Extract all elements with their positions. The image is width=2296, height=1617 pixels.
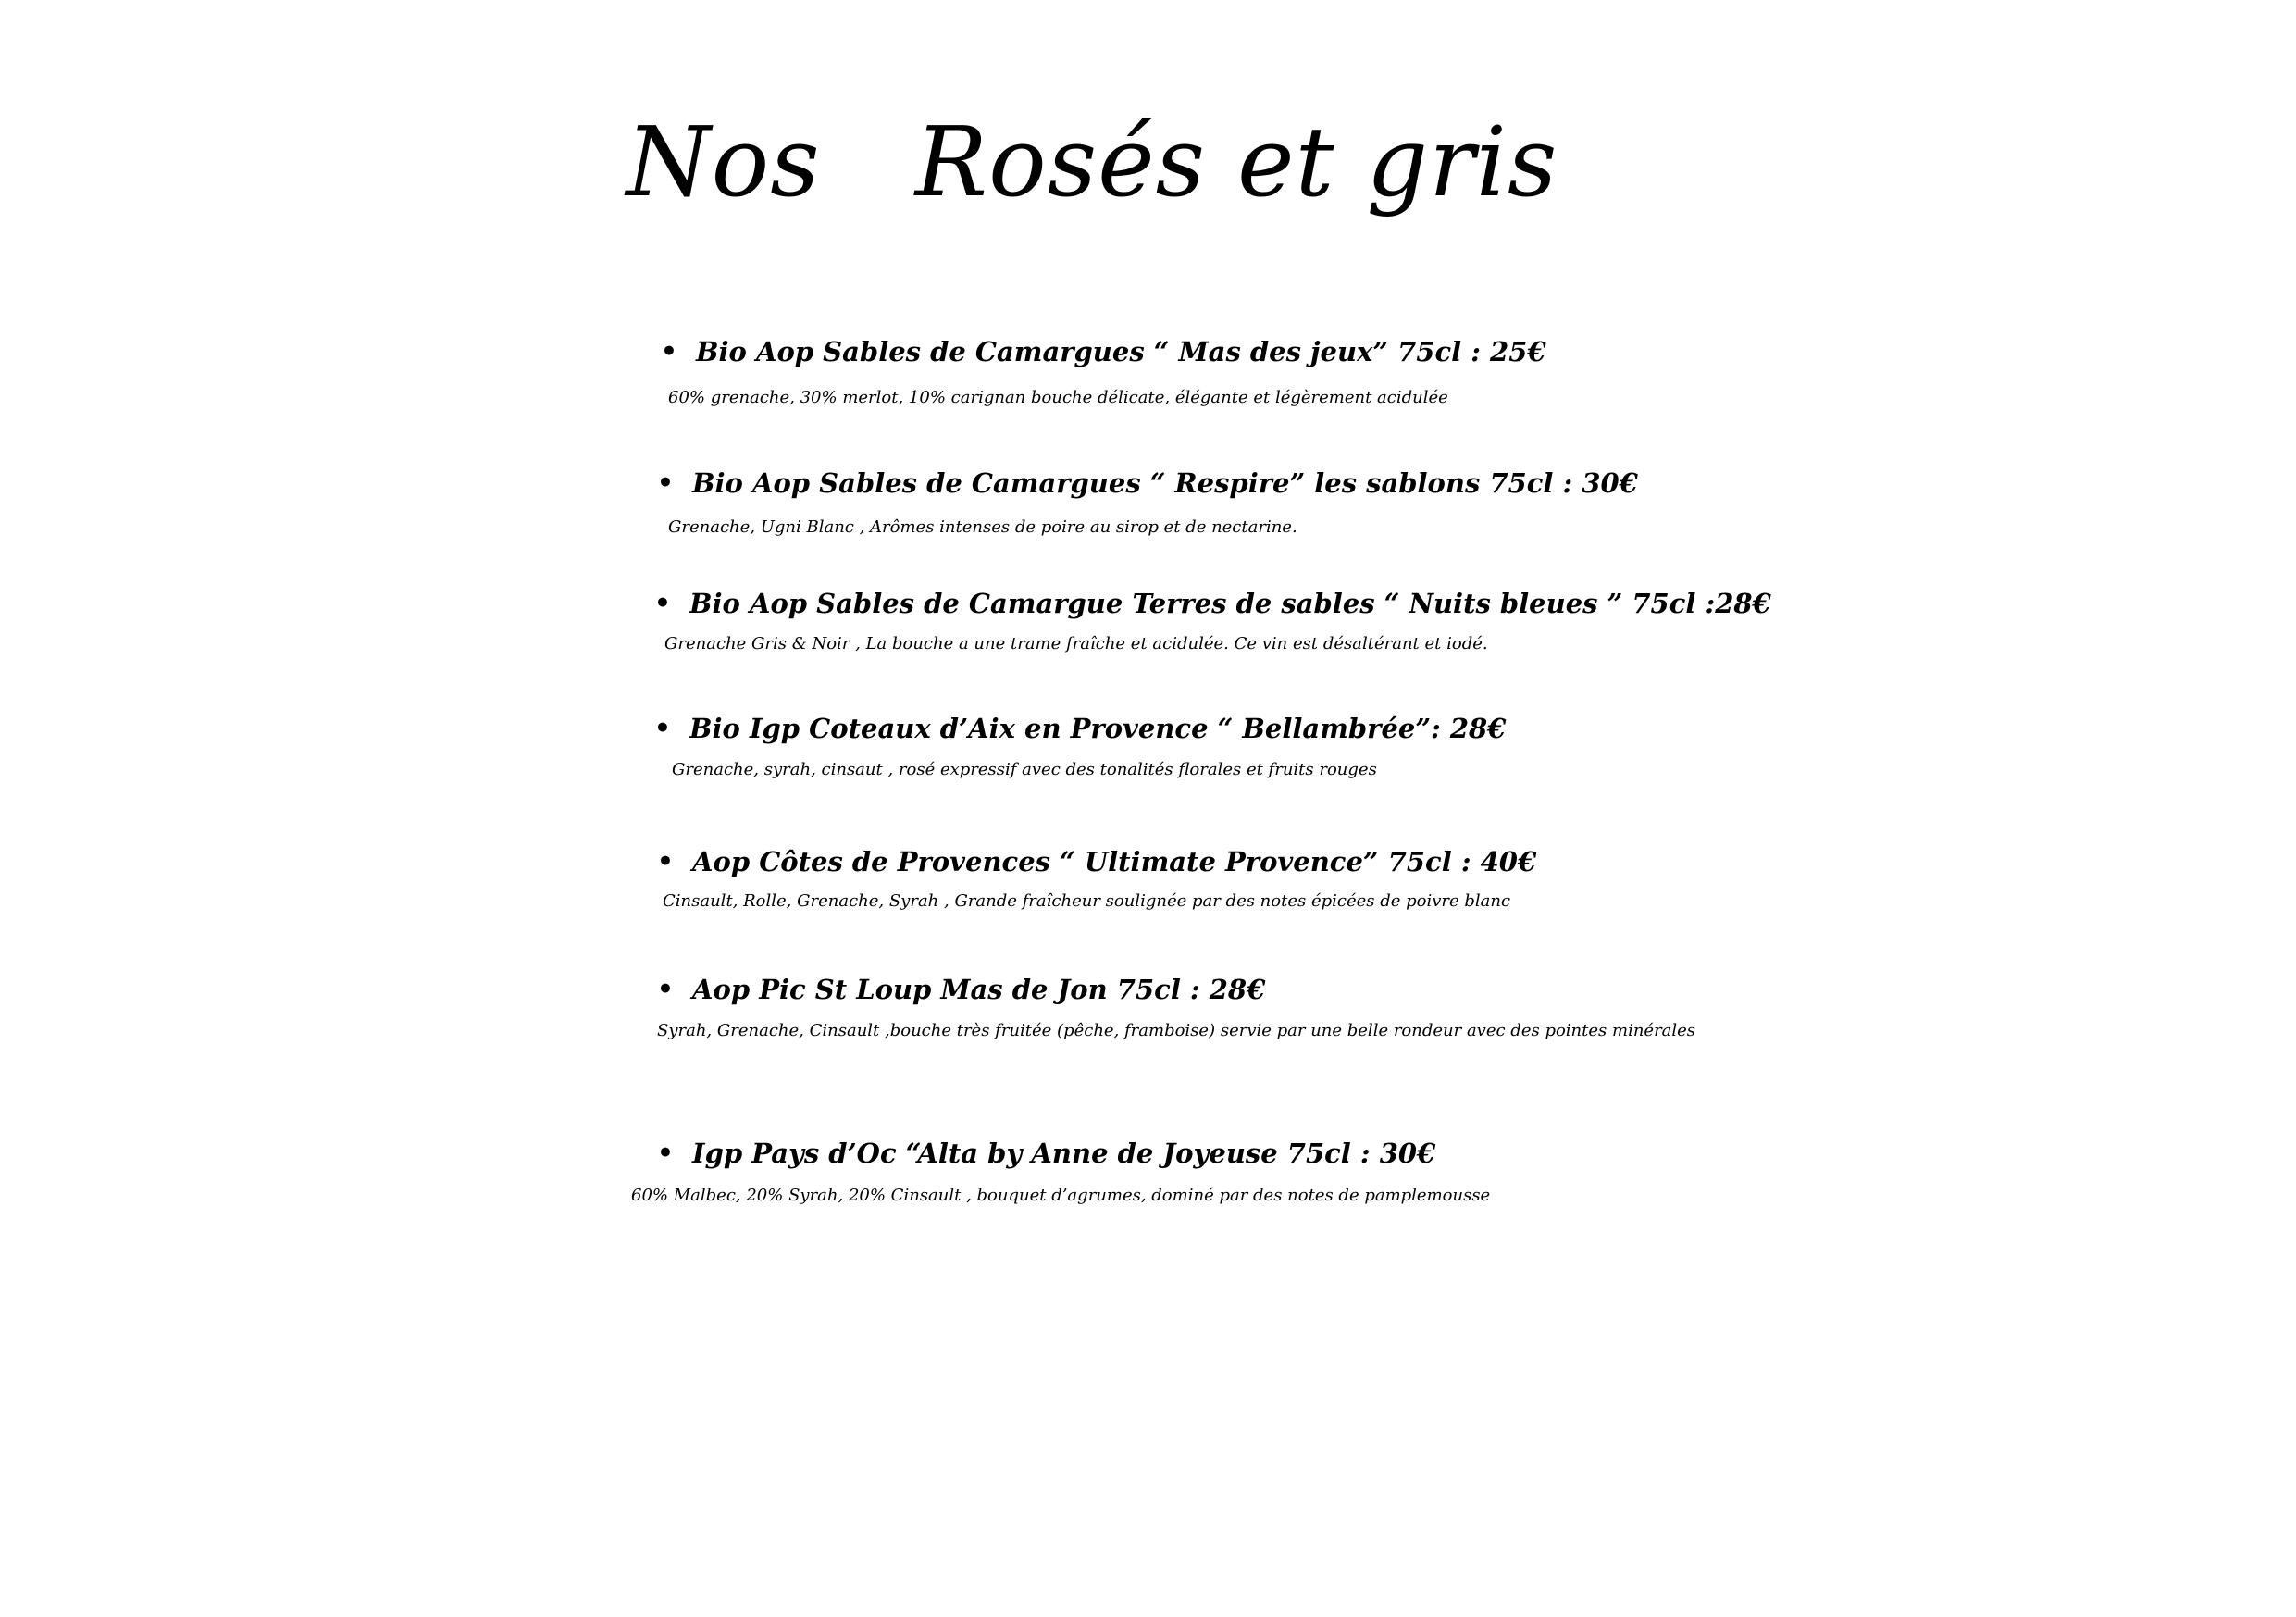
bullet-icon: • — [654, 713, 671, 743]
bullet-icon: • — [654, 588, 671, 618]
wine-description: Syrah, Grenache, Cinsault ,bouche très fruitée (pêche, framboise) servie par une belle rondeur avec des pointes minérales — [657, 1021, 1696, 1040]
wine-description: Grenache Gris & Noir , La bouche a une trame fraîche et acidulée. Ce vin est désaltérant et iodé. — [664, 634, 1488, 653]
bullet-icon: • — [661, 336, 677, 367]
wine-name — [657, 466, 1638, 500]
bullet-icon: • — [657, 467, 674, 498]
wine-description: 60% Malbec, 20% Syrah, 20% Cinsault , bouquet d’agrumes, dominé par des notes de pamplemousse — [631, 1186, 1491, 1205]
wine-name — [661, 335, 1546, 368]
wine-name — [654, 712, 1507, 745]
wine-name-text: Aop Pic St Loup Mas de Jon 75cl : 28€ — [692, 974, 1266, 1005]
wine-description: Grenache, syrah, cinsaut , rosé expressif avec des tonalités florales et fruits rouges — [672, 760, 1377, 779]
wine-name-text: Bio Aop Sables de Camargues “ Mas des jeux” 75cl : 25€ — [696, 336, 1546, 367]
wine-description: Grenache, Ugni Blanc , Arômes intenses de poire au sirop et de nectarine. — [668, 517, 1297, 537]
bullet-icon: • — [657, 1138, 674, 1168]
wine-name-text: Bio Aop Sables de Camargue Terres de sables “ Nuits bleues ” 75cl :28€ — [689, 588, 1771, 619]
wine-description: 60% grenache, 30% merlot, 10% carignan bouche délicate, élégante et légèrement acidulée — [668, 388, 1448, 407]
wine-name — [657, 1137, 1436, 1170]
bullet-icon: • — [657, 974, 674, 1004]
wine-name-text: Igp Pays d’Oc “Alta by Anne de Joyeuse 75cl : 30€ — [692, 1138, 1436, 1169]
wine-description: Cinsault, Rolle, Grenache, Syrah , Grande fraîcheur soulignée par des notes épicées de poivre blanc — [663, 891, 1511, 911]
wine-name — [654, 587, 1771, 620]
wine-name — [657, 845, 1537, 878]
wine-name-text: Bio Aop Sables de Camargues “ Respire” les sablons 75cl : 30€ — [692, 467, 1638, 499]
wine-name-text: Aop Côtes de Provences “ Ultimate Provence” 75cl : 40€ — [692, 846, 1537, 877]
wine-name — [657, 973, 1266, 1006]
page-title: Nos Rosés et gris — [626, 106, 1558, 218]
wine-name-text: Bio Igp Coteaux d’Aix en Provence “ Bellambrée”: 28€ — [689, 713, 1507, 744]
bullet-icon: • — [657, 846, 674, 877]
